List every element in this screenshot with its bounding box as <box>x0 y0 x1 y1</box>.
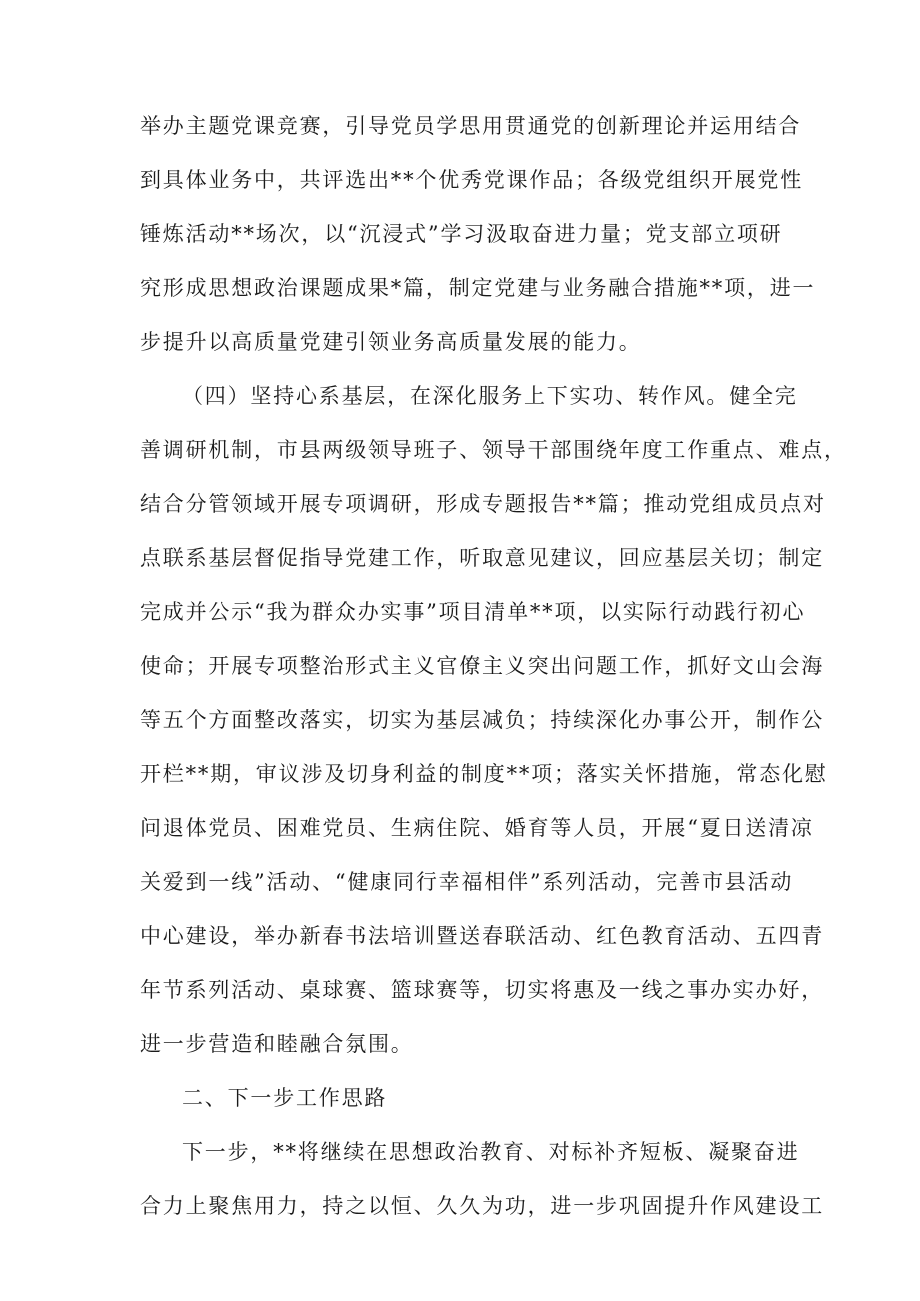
paragraph-line: 善调研机制，市县两级领导班子、领导干部围绕年度工作重点、难点， <box>140 438 847 462</box>
section-heading-line: （四）坚持心系基层，在深化服务上下实功、转作风。健全完 <box>182 384 798 408</box>
paragraph-line: 到具体业务中，共评选出**个优秀党课作品；各级党组织开展党性 <box>140 168 803 192</box>
paragraph-line: 合力上聚焦用力，持之以恒、久久为功，进一步巩固提升作风建设工 <box>140 1194 824 1218</box>
paragraph-line: 使命；开展专项整治形式主义官僚主义突出问题工作，抓好文山会海 <box>140 654 824 678</box>
paragraph-line: 问退体党员、困难党员、生病住院、婚育等人员，开展“夏日送清凉 <box>140 816 814 840</box>
paragraph-line: 年节系列活动、桌球赛、篮球赛等，切实将惠及一线之事办实办好， <box>140 978 824 1002</box>
paragraph-line: 等五个方面整改落实，切实为基层减负；持续深化办事公开，制作公 <box>140 708 824 732</box>
paragraph-line: 锤炼活动**场次，以“沉浸式”学习汲取奋进力量；党支部立项研 <box>140 222 783 246</box>
paragraph-line: 关爱到一线”活动、“健康同行幸福相伴”系列活动，完善市县活动 <box>140 870 794 894</box>
section-heading: 二、下一步工作思路 <box>182 1086 388 1110</box>
paragraph-line: 下一步，**将继续在思想政治教育、对标补齐短板、凝聚奋进 <box>182 1140 800 1164</box>
paragraph-line: 究形成思想政治课题成果*篇，制定党建与业务融合措施**项，进一 <box>140 276 816 300</box>
paragraph-line: 步提升以高质量党建引领业务高质量发展的能力。 <box>140 330 642 354</box>
paragraph-line: 开栏**期，审议涉及切身利益的制度**项；落实关怀措施，常态化慰 <box>140 762 828 786</box>
paragraph-line: 完成并公示“我为群众办实事”项目清单**项，以实际行动践行初心 <box>140 600 806 624</box>
paragraph-line: 进一步营造和睦融合氛围。 <box>140 1032 414 1056</box>
paragraph-line: 举办主题党课竞赛，引导党员学思用贯通党的创新理论并运用结合 <box>140 114 802 138</box>
paragraph-line: 中心建设，举办新春书法培训暨送春联活动、红色教育活动、五四青 <box>140 924 824 948</box>
paragraph-line: 结合分管领域开展专项调研，形成专题报告**篇；推动党组成员点对 <box>140 492 826 516</box>
paragraph-line: 点联系基层督促指导党建工作，听取意见建议，回应基层关切；制定 <box>140 546 824 570</box>
